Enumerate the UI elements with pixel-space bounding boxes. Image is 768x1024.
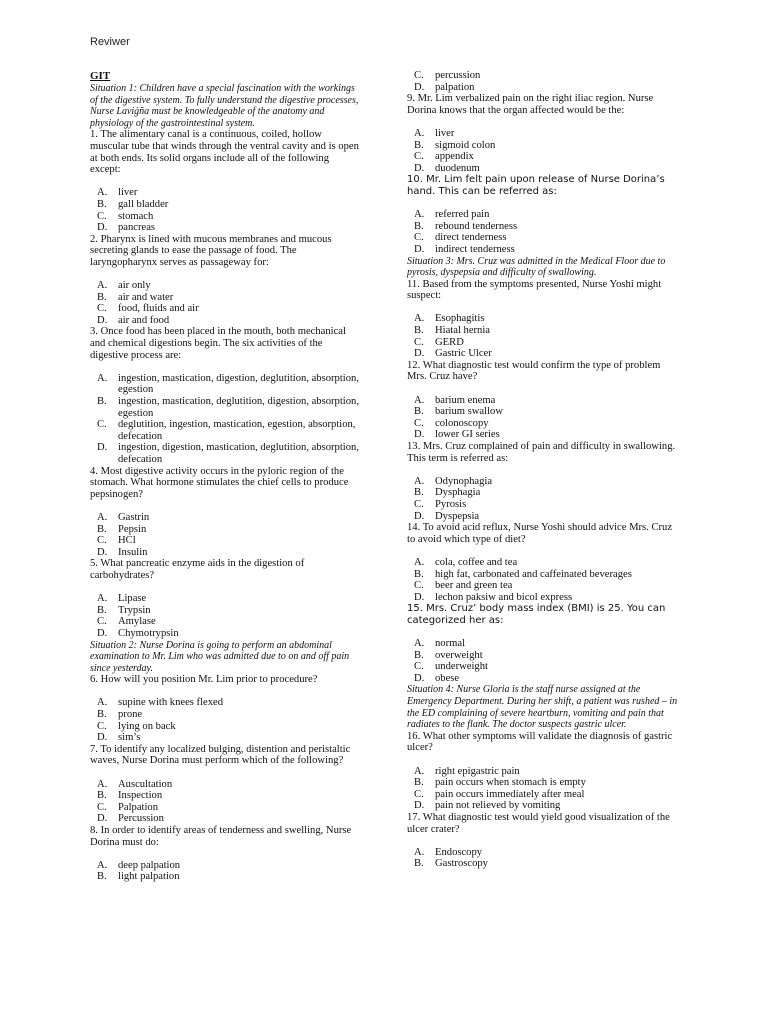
choice-letter: C. bbox=[414, 151, 424, 163]
answer-choice bbox=[90, 315, 362, 327]
answer-choice bbox=[407, 789, 679, 801]
answer-choice bbox=[407, 406, 679, 418]
answer-choice bbox=[407, 128, 679, 140]
answer-choice bbox=[90, 709, 362, 721]
answer-choices bbox=[407, 209, 679, 255]
choice-letter: A. bbox=[414, 638, 425, 650]
question-text: 16. What other symptoms will validate the diagnosis of gastric ulcer? bbox=[407, 730, 673, 754]
choice-letter: C. bbox=[414, 70, 424, 81]
answer-choice bbox=[407, 140, 679, 152]
choice-text: Gastroscopy bbox=[435, 858, 488, 870]
choice-letter: D. bbox=[97, 314, 108, 326]
choice-letter: D. bbox=[414, 162, 425, 174]
choice-letter: D. bbox=[414, 348, 425, 360]
choice-text: pain occurs immediately after meal bbox=[435, 788, 585, 800]
answer-choice bbox=[407, 569, 679, 581]
right-column bbox=[407, 70, 679, 870]
answer-choice bbox=[90, 732, 362, 744]
choice-letter: A. bbox=[97, 859, 108, 871]
answer-choice bbox=[90, 419, 362, 442]
answer-choices bbox=[90, 187, 362, 233]
choice-letter: A. bbox=[97, 593, 108, 605]
choice-text: normal bbox=[435, 638, 466, 650]
choice-letter: A. bbox=[414, 475, 425, 487]
choice-text: right epigastric pain bbox=[435, 765, 520, 777]
answer-choice bbox=[407, 777, 679, 789]
answer-choice bbox=[90, 605, 362, 617]
answer-choice bbox=[90, 721, 362, 733]
choice-text: colonoscopy bbox=[435, 417, 489, 429]
answer-choice bbox=[90, 871, 362, 883]
choice-letter: B. bbox=[414, 568, 424, 580]
choice-text: GERD bbox=[435, 336, 464, 348]
choice-text: underweight bbox=[435, 661, 488, 673]
choice-text: Gastric Ulcer bbox=[435, 348, 492, 360]
answer-choice bbox=[407, 325, 679, 337]
choice-text: Hiatal hernia bbox=[435, 325, 491, 337]
choice-text: duodenum bbox=[435, 162, 480, 174]
question-text: 6. How will you position Mr. Lim prior to procedure? bbox=[90, 674, 318, 686]
choice-letter: A. bbox=[97, 280, 108, 292]
choice-letter: C. bbox=[97, 303, 107, 315]
answer-choice bbox=[407, 487, 679, 499]
choice-text: lechon paksiw and bicol express bbox=[435, 591, 573, 603]
choice-letter: A. bbox=[414, 394, 425, 406]
choice-letter: B. bbox=[97, 291, 107, 303]
answer-choice bbox=[90, 593, 362, 605]
situation-text: Situation 2: Nurse Dorina is going to perform an abdominal examination to Mr. Lim who was admitted due to on and off pain since yesterday. bbox=[90, 639, 350, 674]
choice-letter: A. bbox=[97, 187, 108, 199]
answer-choice bbox=[407, 766, 679, 778]
choice-text: sim’s bbox=[118, 732, 141, 744]
choice-text: deep palpation bbox=[118, 859, 181, 871]
answer-choice bbox=[407, 337, 679, 349]
answer-choice bbox=[407, 70, 679, 82]
choice-letter: C. bbox=[414, 498, 424, 510]
answer-choice bbox=[90, 396, 362, 419]
answer-choice bbox=[407, 858, 679, 870]
answer-choice bbox=[90, 442, 362, 465]
choice-letter: A. bbox=[414, 556, 425, 568]
answer-choice bbox=[90, 535, 362, 547]
choice-text: Insulin bbox=[118, 546, 148, 558]
choice-text: air and water bbox=[118, 291, 174, 303]
answer-choices bbox=[407, 638, 679, 684]
situation-text: Situation 3: Mrs. Cruz was admitted in the Medical Floor due to pyrosis, dyspepsia and difficulty of swallowing. bbox=[407, 255, 666, 279]
answer-choices bbox=[90, 779, 362, 825]
answer-choice bbox=[407, 82, 679, 94]
choice-text: supine with knees flexed bbox=[118, 697, 224, 709]
answer-choices bbox=[407, 128, 679, 174]
answer-choice bbox=[90, 524, 362, 536]
choice-text: Dysphagia bbox=[435, 487, 481, 499]
question-text: 5. What pancreatic enzyme aids in the digestion of carbohydrates? bbox=[90, 558, 305, 581]
choice-text: percussion bbox=[435, 70, 481, 81]
choice-text: direct tenderness bbox=[435, 232, 507, 244]
choice-letter: D. bbox=[97, 732, 108, 744]
answer-choices bbox=[407, 557, 679, 603]
choice-letter: C. bbox=[97, 535, 107, 547]
answer-choice bbox=[90, 211, 362, 223]
choice-letter: B. bbox=[414, 649, 424, 661]
answer-choice bbox=[407, 209, 679, 221]
choice-text: Amylase bbox=[118, 616, 156, 628]
choice-text: liver bbox=[118, 187, 138, 199]
choice-text: Palpation bbox=[118, 801, 159, 813]
choice-text: pain not relieved by vomiting bbox=[435, 800, 561, 812]
choice-letter: D. bbox=[414, 591, 425, 603]
answer-choice bbox=[90, 802, 362, 814]
choice-letter: B. bbox=[97, 523, 107, 535]
choice-letter: A. bbox=[97, 697, 108, 709]
choice-text: prone bbox=[118, 709, 143, 721]
choice-text: deglutition, ingestion, mastication, egestion, absorption, defecation bbox=[118, 419, 356, 442]
answer-choices bbox=[407, 395, 679, 441]
question-text: 4. Most digestive activity occurs in the pyloric region of the stomach. What hormone stimulates the chief cells to produce pepsinogen? bbox=[90, 465, 349, 500]
answer-choice bbox=[90, 616, 362, 628]
question-text: 14. To avoid acid reflux, Nurse Yoshi should advice Mrs. Cruz to avoid which type of diet? bbox=[407, 522, 673, 545]
choice-letter: A. bbox=[414, 313, 425, 325]
choice-text: lying on back bbox=[118, 720, 176, 732]
choice-letter: D. bbox=[414, 510, 425, 522]
choice-letter: C. bbox=[414, 336, 424, 348]
choice-text: cola, coffee and tea bbox=[435, 556, 518, 568]
choice-text: Trypsin bbox=[118, 604, 151, 616]
answer-choice bbox=[90, 303, 362, 315]
choice-letter: B. bbox=[97, 709, 107, 721]
answer-choice bbox=[407, 673, 679, 685]
choice-letter: A. bbox=[414, 765, 425, 777]
choice-text: stomach bbox=[118, 210, 154, 222]
choice-text: HCl bbox=[118, 535, 136, 547]
choice-letter: D. bbox=[414, 800, 425, 812]
answer-choice bbox=[407, 163, 679, 175]
answer-choice bbox=[407, 476, 679, 488]
choice-text: lower GI series bbox=[435, 429, 500, 441]
answer-choice bbox=[90, 790, 362, 802]
answer-choices bbox=[407, 70, 679, 93]
question-text: 13. Mrs. Cruz complained of pain and difficulty in swallowing. This term is referred as: bbox=[407, 441, 676, 464]
answer-choice bbox=[407, 638, 679, 650]
answer-choice bbox=[90, 373, 362, 396]
choice-letter: D. bbox=[414, 672, 425, 684]
answer-choice bbox=[90, 779, 362, 791]
answer-choice bbox=[90, 860, 362, 872]
choice-text: obese bbox=[435, 672, 460, 684]
choice-letter: A. bbox=[414, 127, 425, 139]
choice-text: light palpation bbox=[118, 871, 180, 883]
choice-text: beer and green tea bbox=[435, 580, 513, 592]
answer-choices bbox=[90, 593, 362, 639]
answer-choices bbox=[90, 860, 362, 883]
answer-choice bbox=[407, 800, 679, 812]
answer-choice bbox=[407, 511, 679, 523]
choice-letter: B. bbox=[97, 396, 107, 408]
situation-text: Situation 4: Nurse Gloria is the staff nurse assigned at the Emergency Department. During her shift, a patient was rushed – in the ED complaining of severe heartburn, vomiting and pain that radiates to the flank. The doctor suspects gastric ulcer. bbox=[407, 684, 678, 731]
choice-letter: C. bbox=[414, 417, 424, 429]
question-text: 7. To identify any localized bulging, distention and peristaltic waves, Nurse Dorina must perform which of the following? bbox=[90, 743, 351, 767]
choice-text: barium enema bbox=[435, 394, 496, 406]
answer-choices bbox=[407, 766, 679, 812]
choice-letter: B. bbox=[414, 325, 424, 337]
choice-letter: A. bbox=[97, 778, 108, 790]
choice-letter: B. bbox=[97, 871, 107, 883]
choice-text: palpation bbox=[435, 81, 475, 93]
answer-choice bbox=[90, 697, 362, 709]
choice-text: Pyrosis bbox=[435, 498, 467, 510]
choice-text: pancreas bbox=[118, 222, 156, 234]
choice-letter: B. bbox=[414, 858, 424, 870]
choice-letter: B. bbox=[414, 777, 424, 789]
question-text: 10. Mr. Lim felt pain upon release of Nurse Dorina’s hand. This can be referred as: bbox=[407, 174, 665, 197]
choice-letter: D. bbox=[414, 429, 425, 441]
question-text: 11. Based from the symptoms presented, Nurse Yoshi might suspect: bbox=[407, 278, 662, 302]
choice-text: air and food bbox=[118, 314, 170, 326]
answer-choice bbox=[407, 650, 679, 662]
choice-text: Esophagitis bbox=[435, 313, 485, 325]
choice-text: rebound tenderness bbox=[435, 220, 518, 232]
section-title: GIT bbox=[90, 70, 111, 82]
choice-letter: D. bbox=[97, 546, 108, 558]
answer-choice bbox=[407, 151, 679, 163]
answer-choice bbox=[407, 232, 679, 244]
answer-choice bbox=[407, 418, 679, 430]
choice-letter: B. bbox=[414, 220, 424, 232]
answer-choice bbox=[90, 187, 362, 199]
question-text: 12. What diagnostic test would confirm the type of problem Mrs. Cruz have? bbox=[407, 359, 661, 383]
choice-text: air only bbox=[118, 280, 151, 292]
answer-choice bbox=[407, 499, 679, 511]
answer-choices bbox=[407, 847, 679, 870]
choice-letter: B. bbox=[414, 406, 424, 418]
choice-letter: D. bbox=[97, 222, 108, 234]
answer-choice bbox=[90, 547, 362, 559]
choice-letter: B. bbox=[97, 198, 107, 210]
choice-text: barium swallow bbox=[435, 406, 503, 418]
answer-choice bbox=[407, 661, 679, 673]
choice-text: Endoscopy bbox=[435, 846, 483, 858]
answer-choices bbox=[407, 313, 679, 359]
answer-choice bbox=[407, 395, 679, 407]
answer-choice bbox=[90, 628, 362, 640]
choice-text: ingestion, mastication, digestion, deglutition, absorption, egestion bbox=[118, 372, 359, 396]
document-header: Reviwer bbox=[90, 36, 130, 48]
answer-choices bbox=[90, 373, 362, 466]
choice-letter: A. bbox=[97, 511, 108, 523]
choice-text: Odynophagia bbox=[435, 475, 493, 487]
choice-text: ingestion, mastication, deglutition, digestion, absorption, egestion bbox=[118, 396, 359, 419]
choice-letter: C. bbox=[97, 419, 107, 431]
answer-choices bbox=[90, 280, 362, 326]
choice-letter: A. bbox=[414, 209, 425, 221]
choice-text: pain occurs when stomach is empty bbox=[435, 777, 586, 789]
choice-letter: D. bbox=[97, 627, 108, 639]
choice-text: Inspection bbox=[118, 790, 163, 802]
choice-text: liver bbox=[435, 127, 455, 139]
answer-choice bbox=[407, 313, 679, 325]
answer-choice bbox=[407, 592, 679, 604]
choice-letter: C. bbox=[97, 801, 107, 813]
answer-choice bbox=[407, 348, 679, 360]
choice-text: appendix bbox=[435, 151, 474, 163]
question-text: 17. What diagnostic test would yield good visualization of the ulcer crater? bbox=[407, 812, 670, 835]
choice-letter: C. bbox=[414, 788, 424, 800]
answer-choice bbox=[90, 512, 362, 524]
left-column bbox=[90, 70, 362, 883]
choice-text: high fat, carbonated and caffeinated beverages bbox=[435, 568, 632, 580]
choice-letter: B. bbox=[414, 487, 424, 499]
answer-choice bbox=[90, 292, 362, 304]
choice-text: indirect tenderness bbox=[435, 243, 515, 255]
answer-choices bbox=[407, 476, 679, 522]
choice-letter: C. bbox=[97, 616, 107, 628]
question-text: 1. The alimentary canal is a continuous, coiled, hollow muscular tube that winds through the ventral cavity and is open at both ends. Its solid organs include all of the following except: bbox=[90, 129, 359, 176]
choice-text: overweight bbox=[435, 649, 483, 661]
answer-choice bbox=[90, 222, 362, 234]
choice-letter: C. bbox=[97, 720, 107, 732]
question-text: 8. In order to identify areas of tenderness and swelling, Nurse Dorina must do: bbox=[90, 825, 352, 848]
question-text: 2. Pharynx is lined with mucous membranes and mucous secreting glands to ease the passage of food. The laryngopharynx serves as passageway for: bbox=[90, 233, 332, 268]
choice-letter: B. bbox=[414, 139, 424, 151]
question-text: 9. Mr. Lim verbalized pain on the right iliac region. Nurse Dorina knows that the organ affected would be the: bbox=[407, 93, 654, 116]
choice-text: ingestion, digestion, mastication, deglutition, absorption, defecation bbox=[118, 442, 359, 465]
choice-text: Percussion bbox=[118, 813, 164, 825]
choice-letter: A. bbox=[414, 846, 425, 858]
choice-text: Dyspepsia bbox=[435, 510, 480, 522]
choice-text: Chymotrypsin bbox=[118, 627, 179, 639]
choice-letter: C. bbox=[414, 232, 424, 244]
answer-choices bbox=[90, 697, 362, 743]
answer-choice bbox=[407, 429, 679, 441]
choice-letter: D. bbox=[97, 813, 108, 825]
answer-choice bbox=[407, 557, 679, 569]
answer-choice bbox=[90, 813, 362, 825]
answer-choice bbox=[90, 199, 362, 211]
choice-letter: D. bbox=[414, 81, 425, 93]
choice-text: Pepsin bbox=[118, 523, 147, 535]
answer-choices bbox=[90, 512, 362, 558]
choice-letter: A. bbox=[97, 372, 108, 384]
choice-letter: D. bbox=[97, 442, 108, 454]
choice-letter: B. bbox=[97, 790, 107, 802]
choice-text: Lipase bbox=[118, 593, 147, 605]
choice-letter: B. bbox=[97, 604, 107, 616]
question-text: 15. Mrs. Cruz’ body mass index (BMI) is 25. You can categorized her as: bbox=[407, 603, 666, 626]
answer-choice bbox=[407, 244, 679, 256]
situation-text: Situation 1: Children have a special fascination with the workings of the digestive system. To fully understand the digestive processes, Nurse Laviġña must be knowledgeable of the anatomy and physiology of the gastrointestinal system. bbox=[90, 83, 359, 129]
choice-letter: C. bbox=[97, 210, 107, 222]
choice-text: food, fluids and air bbox=[118, 303, 199, 315]
question-text: 3. Once food has been placed in the mouth, both mechanical and chemical digestions begin. The six activities of the digestive process are: bbox=[90, 326, 346, 361]
choice-text: sigmoid colon bbox=[435, 139, 496, 151]
choice-letter: D. bbox=[414, 243, 425, 255]
choice-text: Gastrin bbox=[118, 511, 150, 523]
choice-text: gall bladder bbox=[118, 198, 169, 210]
choice-text: referred pain bbox=[435, 209, 490, 221]
answer-choice bbox=[407, 847, 679, 859]
choice-letter: C. bbox=[414, 661, 424, 673]
choice-text: Auscultation bbox=[118, 778, 173, 790]
answer-choice bbox=[407, 580, 679, 592]
choice-letter: C. bbox=[414, 580, 424, 592]
answer-choice bbox=[407, 221, 679, 233]
answer-choice bbox=[90, 280, 362, 292]
